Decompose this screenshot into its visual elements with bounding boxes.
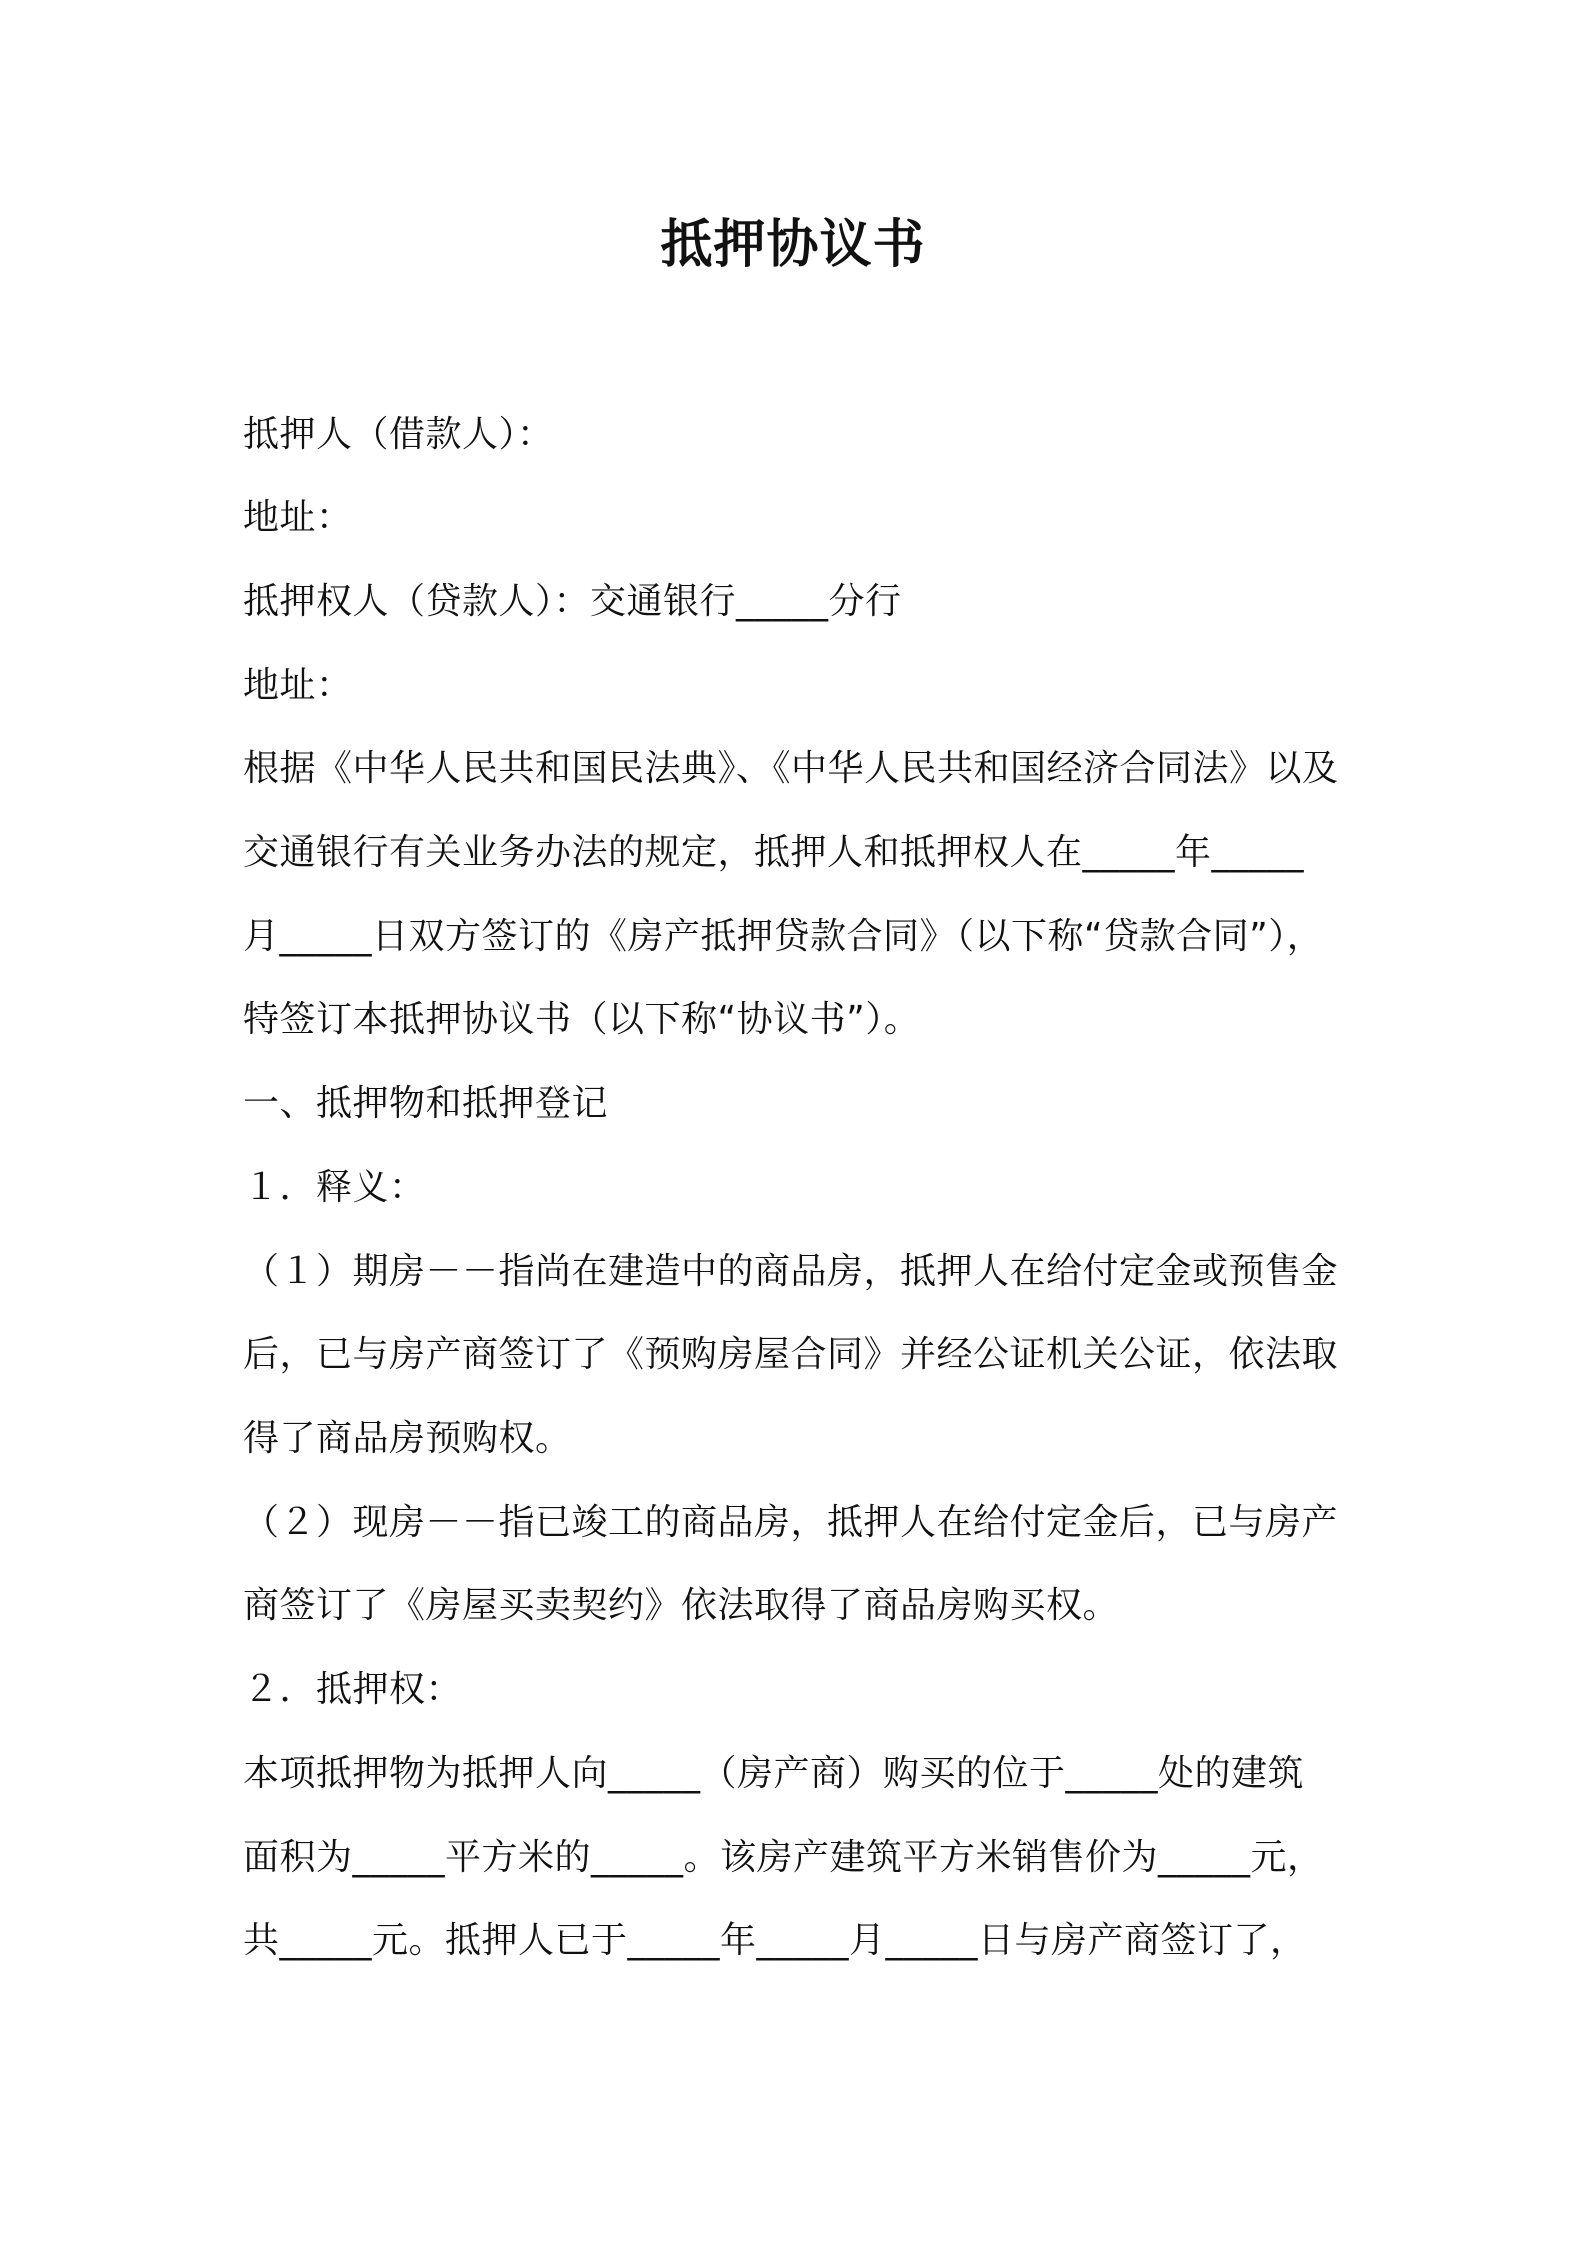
borrower-line: 抵押人（借款人）：: [243, 414, 554, 455]
section-heading: 一、抵押物和抵押登记: [243, 1083, 609, 1124]
paragraph-line: 商签订了《房屋买卖契约》依法取得了商品房购买权。: [243, 1585, 1120, 1626]
document-title: 抵押协议书: [660, 215, 926, 275]
paragraph-line: 本项抵押物为抵押人向_____（房产商）购买的位于_____处的建筑: [243, 1753, 1305, 1794]
subsection-heading: ２．抵押权：: [243, 1669, 463, 1710]
paragraph-line: 交通银行有关业务办法的规定，抵押人和抵押权人在_____年_____: [243, 832, 1305, 873]
paragraph-line: 根据《中华人民共和国民法典》、《中华人民共和国经济合同法》以及: [243, 748, 1339, 789]
paragraph-line: （１）期房－－指尚在建造中的商品房，抵押人在给付定金或预售金: [243, 1251, 1339, 1292]
paragraph-line: 后，已与房产商签订了《预购房屋合同》并经公证机关公证，依法取: [243, 1334, 1339, 1375]
paragraph-line: 面积为_____平方米的_____。该房产建筑平方米销售价为_____元，: [243, 1837, 1324, 1878]
paragraph-line: （２）现房－－指已竣工的商品房，抵押人在给付定金后，已与房产: [243, 1502, 1339, 1543]
lender-address-line: 地址：: [243, 665, 353, 706]
paragraph-line: 得了商品房预购权。: [243, 1418, 572, 1459]
borrower-address-line: 地址：: [243, 497, 353, 538]
paragraph-line: 共_____元。抵押人已于_____年_____月_____日与房产商签订了，: [243, 1920, 1307, 1961]
paragraph-line: 月_____日双方签订的《房产抵押贷款合同》（以下称“贷款合同”），: [243, 916, 1324, 957]
paragraph-line: 特签订本抵押协议书（以下称“协议书”）。: [243, 999, 921, 1040]
subsection-heading: １．释义：: [243, 1167, 426, 1208]
lender-line: 抵押权人（贷款人）：交通银行_____分行: [243, 581, 902, 622]
